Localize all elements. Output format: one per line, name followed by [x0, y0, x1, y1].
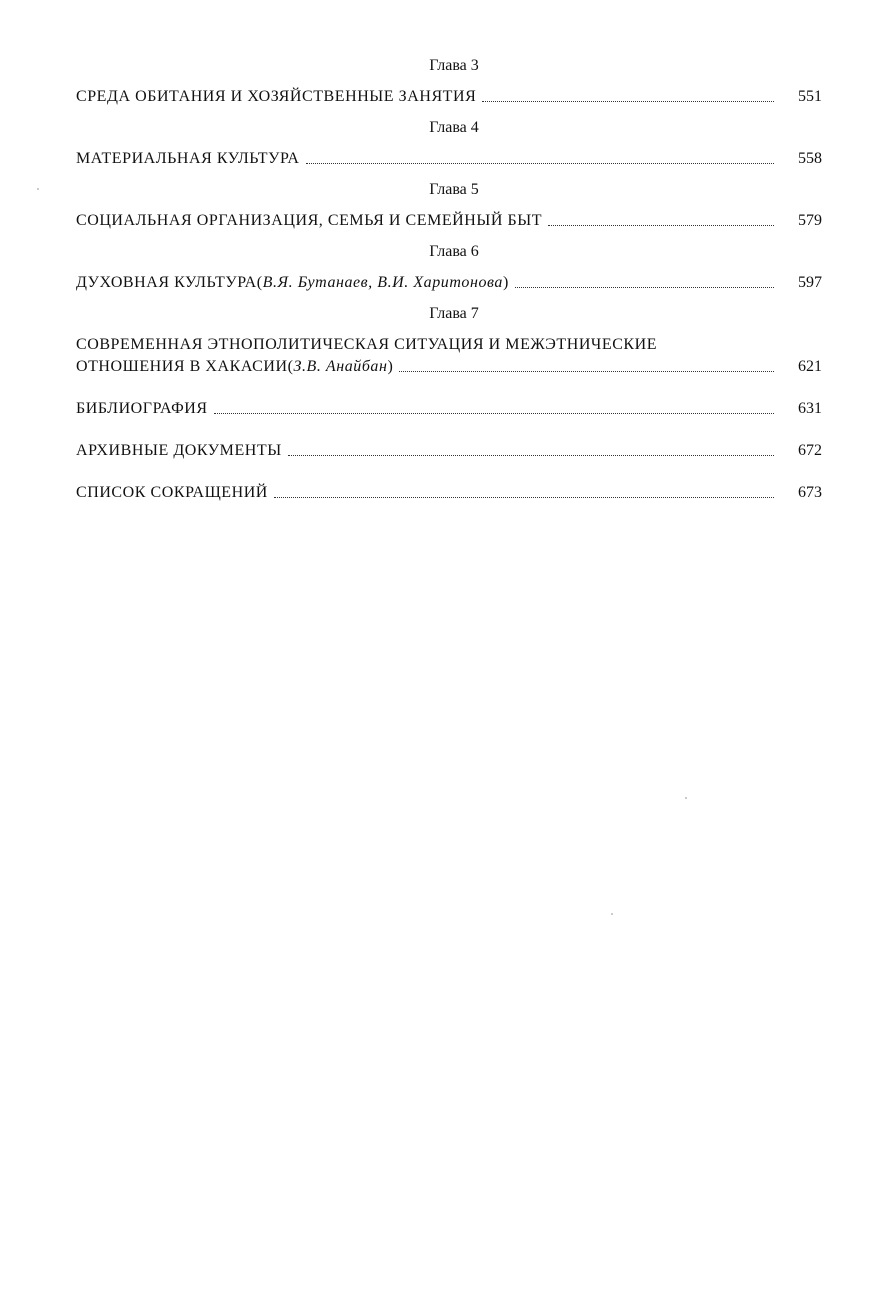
dot-leader — [274, 496, 774, 498]
dot-leader — [306, 162, 774, 164]
chapter-6-heading: Глава 6 — [429, 243, 479, 260]
dot-leader — [399, 370, 774, 372]
toc-entry-bibliography[interactable] — [76, 398, 822, 420]
author-names: З.В. Анайбан — [293, 358, 388, 375]
toc-entry-title: СПИСОК СОКРАЩЕНИЙ — [76, 484, 268, 501]
chapter-7-heading: Глава 7 — [429, 305, 479, 322]
toc-entry-page-number: 672 — [798, 442, 822, 459]
toc-entry-page-number: 558 — [798, 150, 822, 167]
toc-entry-title: СОЦИАЛЬНАЯ ОРГАНИЗАЦИЯ, СЕМЬЯ И СЕМЕЙНЫЙ БЫТ — [76, 212, 543, 229]
author-paren-open: ( — [256, 274, 263, 291]
toc-entry-title-line-1: СОВРЕМЕННАЯ ЭТНОПОЛИТИЧЕСКАЯ СИТУАЦИЯ И МЕЖЭТНИЧЕСКИЕ — [76, 336, 658, 353]
toc-entry-page-number: 579 — [798, 212, 822, 229]
dot-leader — [515, 286, 774, 288]
toc-entry-title: БИБЛИОГРАФИЯ — [76, 400, 208, 417]
toc-entry-chapter-5[interactable] — [76, 210, 822, 232]
toc-entry-title: МАТЕРИАЛЬНАЯ КУЛЬТУРА — [76, 150, 300, 167]
toc-entry-title: ДУХОВНАЯ КУЛЬТУРА — [76, 274, 257, 291]
toc-entry-page-number: 621 — [798, 358, 822, 375]
dot-leader — [482, 100, 774, 102]
chapter-4-heading: Глава 4 — [429, 119, 479, 136]
toc-entry-author — [288, 356, 394, 378]
toc-entry-chapter-6[interactable] — [76, 272, 822, 294]
author-paren-open: ( — [287, 358, 294, 375]
toc-entry-archives[interactable] — [76, 440, 822, 462]
author-paren-close: ) — [502, 274, 509, 291]
toc-entry-title-line-2-row — [76, 356, 822, 378]
toc-entry-chapter-4[interactable] — [76, 148, 822, 170]
dot-leader — [288, 454, 774, 456]
author-names: В.Я. Бутанаев, В.И. Харитонова — [262, 274, 503, 291]
toc-entry-chapter-7[interactable] — [76, 334, 822, 378]
toc-entry-title: АРХИВНЫЕ ДОКУМЕНТЫ — [76, 442, 282, 459]
dot-leader — [214, 412, 774, 414]
toc-entry-title: СРЕДА ОБИТАНИЯ И ХОЗЯЙСТВЕННЫЕ ЗАНЯТИЯ — [76, 88, 477, 105]
toc-entry-author — [257, 272, 509, 294]
scan-speck — [37, 188, 39, 190]
toc-entry-chapter-3[interactable] — [76, 86, 822, 108]
toc-entry-title-line-2: ОТНОШЕНИЯ В ХАКАСИИ — [76, 358, 288, 375]
author-paren-close: ) — [387, 358, 394, 375]
scan-speck — [685, 797, 687, 799]
dot-leader — [548, 224, 774, 226]
table-of-contents — [76, 56, 822, 504]
chapter-3-heading: Глава 3 — [429, 57, 479, 74]
toc-entry-page-number: 597 — [798, 274, 822, 291]
chapter-5-heading: Глава 5 — [429, 181, 479, 198]
toc-entry-page-number: 631 — [798, 400, 822, 417]
scan-speck — [611, 913, 613, 915]
toc-entry-page-number: 673 — [798, 484, 822, 501]
toc-entry-abbreviations[interactable] — [76, 482, 822, 504]
toc-entry-page-number: 551 — [798, 88, 822, 105]
